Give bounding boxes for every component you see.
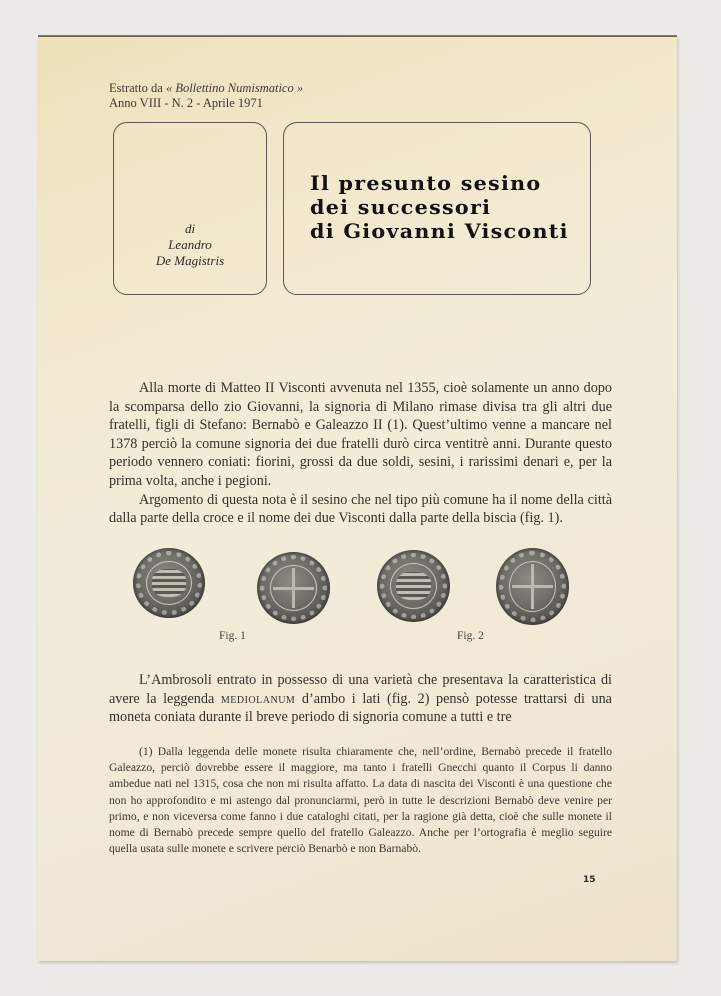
cross-vertical bbox=[292, 568, 295, 608]
issue-info: Anno VIII - N. 2 - Aprile 1971 bbox=[109, 96, 263, 110]
paragraph-3-end: d’ambo i lati (fig. 2) pensò potesse trattarsi di una moneta coniata durante il breve periodo di signoria comune a tutti e tre bbox=[109, 690, 612, 726]
author-by: di bbox=[184, 221, 196, 236]
figure-2-caption: Fig. 2 bbox=[457, 630, 484, 642]
footnote bbox=[109, 744, 612, 857]
biscia-emblem bbox=[396, 572, 431, 601]
body-section-1 bbox=[109, 379, 612, 528]
author-box bbox=[113, 122, 267, 295]
coin-fig2-obverse-image bbox=[377, 550, 450, 622]
figure-1-caption: Fig. 1 bbox=[219, 630, 246, 642]
offprint-prefix: Estratto da bbox=[109, 81, 166, 95]
footnote-1: (1) Dalla leggenda delle monete risulta chiaramente che, nell’ordine, Bernabò precede il fratello Galeazzo, perciò dovrebbe essere il maggiore, ma tanto i fratelli Gnecchi quanto il Corpus li danno ambedue nati nel 1315, cosa che non mi risulta affatto. La data di nascita dei Visconti è una questione che non ho approfondito e mi astengo dal pronunciarmi, però in tutte le descrizioni Bernabò deve venire per primo, e non viceversa come fanno i due cataloghi citati, per la ragione già detta, cioè che sulle monete il nome di Bernabò precede sempre quello del fratello Galeazzo. Anche per l’ortografia è meglio seguire quella usata sulle monete e scrivere perciò Benarbò e non Barnabò. bbox=[109, 745, 612, 856]
paragraph-2: Argomento di questa nota è il sesino che nel tipo più comune ha il nome della città dalla parte della croce e il nome dei due Visconti dalla parte della biscia (fig. 1). bbox=[109, 491, 612, 527]
coin-fig1-obverse-image bbox=[133, 548, 205, 618]
document-page bbox=[38, 36, 677, 961]
title-box bbox=[283, 122, 591, 295]
cross-vertical bbox=[531, 564, 534, 609]
coin-fig2-reverse-image bbox=[496, 548, 569, 625]
offprint-header bbox=[109, 81, 303, 111]
paragraph-3-start: L’Ambrosoli entrato in possesso di una varietà che presentava la caratteristica di avere la leggenda bbox=[109, 672, 612, 707]
author-last-name: De Magistris bbox=[155, 253, 225, 268]
coin-fig1-reverse-image bbox=[257, 552, 330, 624]
title-line-1: Il presunto sesino bbox=[310, 172, 542, 195]
author-block bbox=[114, 221, 266, 269]
journal-name: « Bollettino Numismatico » bbox=[165, 81, 304, 95]
author-first-name: Leandro bbox=[168, 237, 212, 252]
page-number: 15 bbox=[583, 875, 596, 885]
article-title bbox=[310, 172, 569, 244]
paragraph-3 bbox=[109, 671, 612, 727]
title-line-2: dei successori bbox=[310, 196, 492, 219]
legend-mediolanum: mediolanum bbox=[220, 690, 296, 707]
body-section-2 bbox=[109, 671, 612, 727]
biscia-emblem bbox=[152, 569, 187, 597]
paragraph-1: Alla morte di Matteo II Visconti avvenuta nel 1355, cioè solamente un anno dopo la scomparsa dello zio Giovanni, la signoria di Milano rimase divisa tra gli altri due fratelli, figli di Stefano: Bernabò e Galeazzo II (1). Quest’ultimo venne a mancare nel 1378 perciò la comune signoria dei due fratelli durò circa ventitrè anni. Durante questo periodo vennero coniati: fiorini, grossi da due soldi, sesini, i rarissimi denari e, per la prima volta, anche i pegioni. bbox=[109, 380, 612, 489]
title-line-3: di Giovanni Visconti bbox=[310, 220, 569, 243]
offprint-source bbox=[109, 81, 303, 96]
